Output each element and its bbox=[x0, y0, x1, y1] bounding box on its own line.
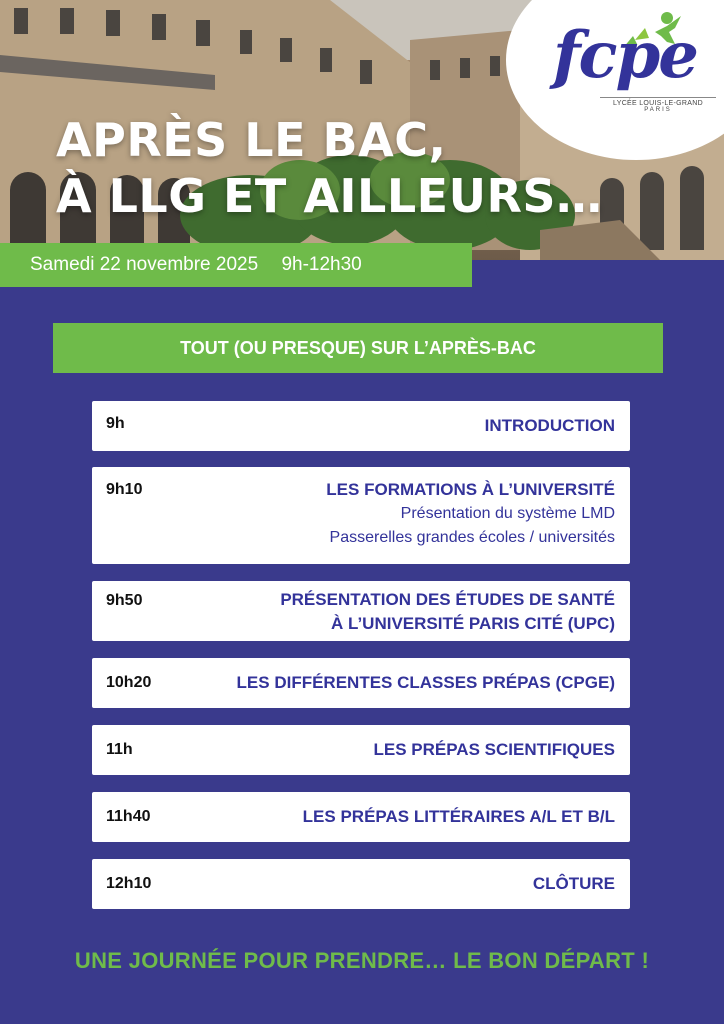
fcpe-logo: fcpe bbox=[553, 18, 697, 93]
logo-city: PARIS bbox=[644, 107, 672, 113]
row-title: LES FORMATIONS À L’UNIVERSITÉ bbox=[326, 480, 615, 499]
program-row-cloture bbox=[92, 859, 630, 909]
row-detail: Passerelles grandes écoles / universités bbox=[329, 529, 615, 546]
row-title: LES DIFFÉRENTES CLASSES PRÉPAS (CPGE) bbox=[236, 673, 615, 692]
date-band bbox=[0, 243, 472, 287]
row-content bbox=[280, 588, 615, 636]
program-row-sante bbox=[92, 581, 630, 641]
program-row-scientifiques bbox=[92, 725, 630, 775]
program-subtitle: TOUT (OU PRESQUE) SUR L’APRÈS-BAC bbox=[53, 323, 663, 373]
logo-caption bbox=[600, 97, 716, 113]
program-row-universite bbox=[92, 467, 630, 564]
logo-school: LYCÉE LOUIS-LE-GRAND bbox=[613, 100, 703, 107]
row-time: 11h bbox=[106, 741, 133, 758]
program-row-cpge bbox=[92, 658, 630, 708]
row-title: INTRODUCTION bbox=[484, 416, 615, 435]
row-time: 9h10 bbox=[106, 481, 143, 498]
row-content bbox=[485, 414, 615, 438]
row-time: 9h bbox=[106, 415, 125, 432]
hero-title-line2: À LLG ET AILLEURS… bbox=[56, 169, 603, 223]
row-time: 10h20 bbox=[106, 674, 152, 691]
hero-title-line1: APRÈS LE BAC, bbox=[56, 113, 447, 167]
row-time: 12h10 bbox=[106, 875, 152, 892]
event-date: Samedi 22 novembre 2025 bbox=[30, 254, 259, 275]
row-content bbox=[303, 805, 615, 829]
row-content bbox=[326, 478, 615, 550]
row-title: CLÔTURE bbox=[532, 874, 615, 893]
row-time: 9h50 bbox=[106, 592, 143, 609]
row-content bbox=[373, 738, 615, 762]
row-title: PRÉSENTATION DES ÉTUDES DE SANTÉ bbox=[280, 590, 615, 609]
row-content bbox=[533, 872, 615, 896]
row-title: LES PRÉPAS LITTÉRAIRES A/L ET B/L bbox=[302, 807, 615, 826]
program-row-litteraires bbox=[92, 792, 630, 842]
row-title: LES PRÉPAS SCIENTIFIQUES bbox=[373, 740, 615, 759]
row-content bbox=[237, 671, 615, 695]
row-detail: Présentation du système LMD bbox=[400, 505, 615, 522]
program-row-intro bbox=[92, 401, 630, 451]
hero-title bbox=[56, 112, 603, 224]
event-hours: 9h-12h30 bbox=[281, 254, 362, 275]
row-title-line2: À L’UNIVERSITÉ PARIS CITÉ (UPC) bbox=[331, 614, 615, 633]
footer-slogan: UNE JOURNÉE POUR PRENDRE… LE BON DÉPART ! bbox=[74, 948, 650, 973]
row-time: 11h40 bbox=[106, 808, 151, 825]
